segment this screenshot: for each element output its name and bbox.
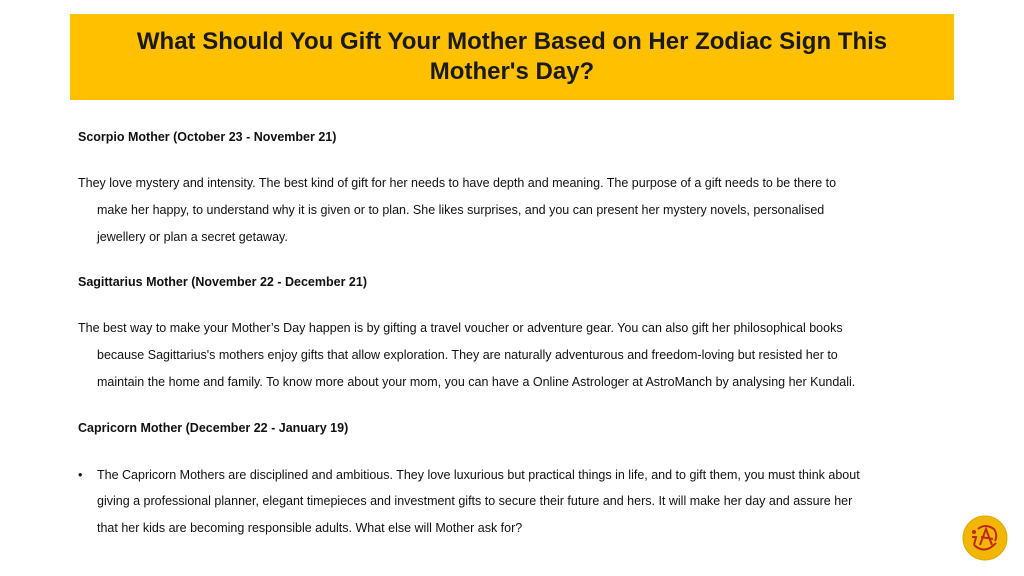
sagittarius-line-1: The best way to make your Mother’s Day happen is by gifting a travel voucher or adventure gear. You can also gift her philosophical books: [78, 321, 843, 335]
page-title: What Should You Gift Your Mother Based on Her Zodiac Sign This Mother's Day?: [136, 28, 888, 85]
scorpio-heading: Scorpio Mother (October 23 - November 21): [78, 130, 337, 144]
capricorn-line-1: The Capricorn Mothers are disciplined and ambitious. They love luxurious but practical things in life, and to gift them, you must think about: [97, 468, 860, 482]
sagittarius-heading: Sagittarius Mother (November 22 - December 21): [78, 275, 367, 289]
astromanch-logo-icon: [962, 515, 1008, 561]
sagittarius-line-2: because Sagittarius's mothers enjoy gifts that allow exploration. They are naturally adventurous and freedom-loving but resisted her to: [97, 348, 838, 362]
capricorn-heading: Capricorn Mother (December 22 - January 19): [78, 421, 349, 435]
sagittarius-line-3: maintain the home and family. To know more about your mom, you can have a Online Astrologer at AstroManch by analysing her Kundali.: [97, 375, 856, 389]
scorpio-line-2: make her happy, to understand why it is given or to plan. She likes surprises, and you can present her mystery novels, personalised: [97, 203, 825, 217]
scorpio-line-3: jewellery or plan a secret getaway.: [97, 230, 288, 244]
title-banner: [70, 14, 954, 100]
bullet-icon: •: [78, 468, 83, 482]
capricorn-line-3: that her kids are becoming responsible adults. What else will Mother ask for?: [97, 521, 523, 535]
scorpio-line-1: They love mystery and intensity. The best kind of gift for her needs to have depth and meaning. The purpose of a gift needs to be there to: [78, 176, 837, 190]
capricorn-line-2: giving a professional planner, elegant timepieces and investment gifts to secure their future and hers. It will make her day and assure her: [97, 494, 853, 508]
